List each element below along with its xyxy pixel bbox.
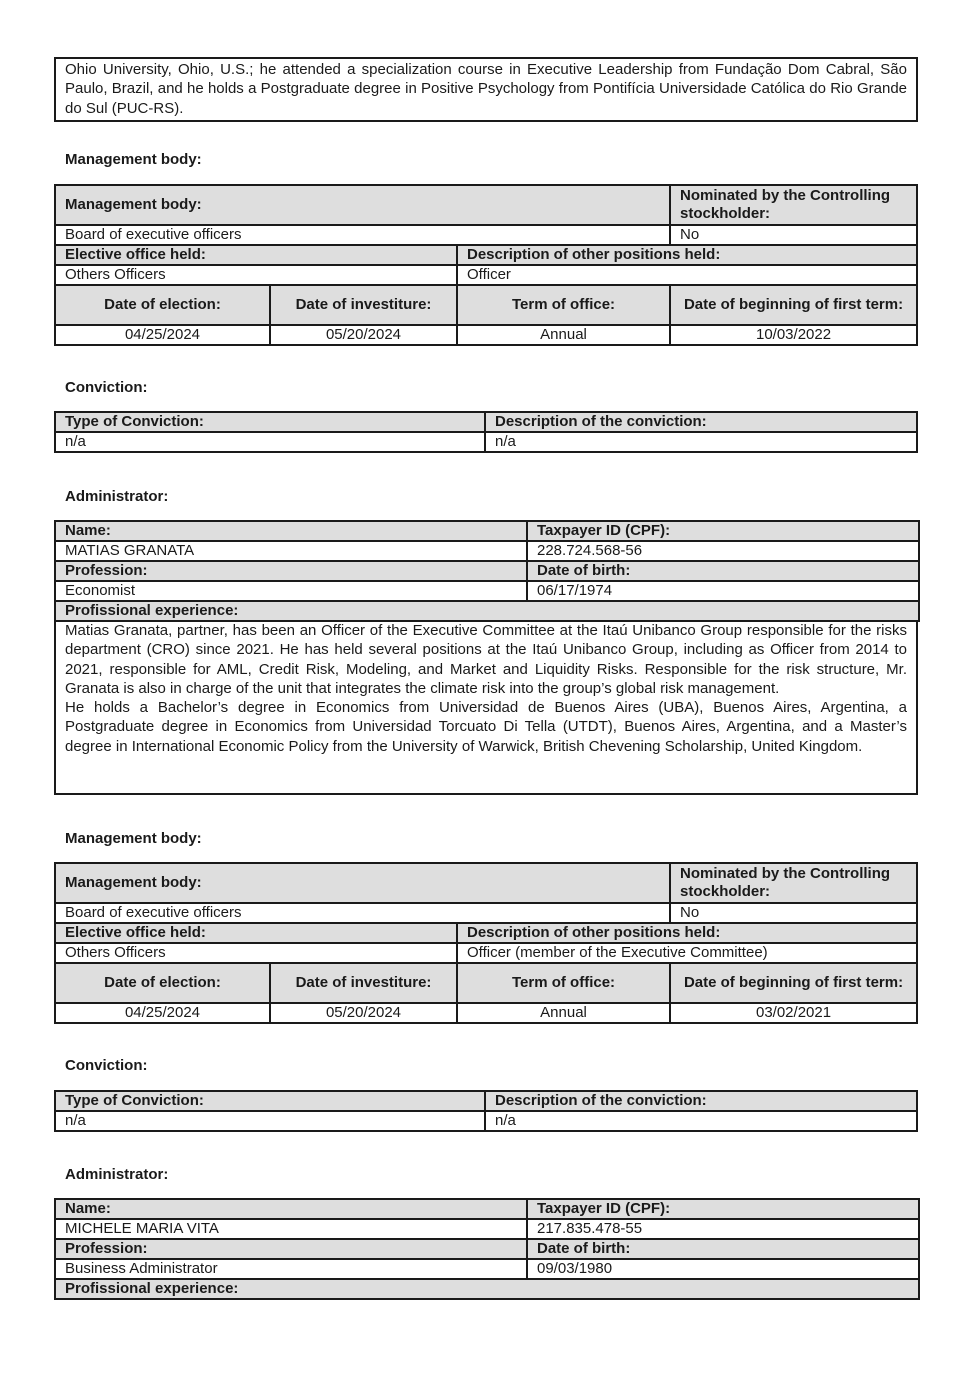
nominated-value: No: [670, 225, 917, 245]
date-election-value: 04/25/2024: [55, 325, 270, 345]
date-investiture-header: Date of investiture:: [270, 285, 457, 325]
elective-office-value: Others Officers: [55, 943, 457, 963]
cpf-header: Taxpayer ID (CPF):: [527, 1199, 919, 1219]
experience-header: Profissional experience:: [55, 1279, 919, 1299]
administrator-heading-1: Administrator:: [65, 488, 169, 505]
conviction-heading-1: Conviction:: [65, 379, 148, 396]
name-header: Name:: [55, 521, 527, 541]
experience-text-block: [54, 620, 918, 795]
management-body-table-2: [54, 862, 918, 1024]
first-term-header: Date of beginning of first term:: [670, 285, 917, 325]
date-investiture-value: 05/20/2024: [270, 1003, 457, 1023]
management-body-table-1: [54, 184, 918, 346]
experience-paragraph-1: Matias Granata, partner, has been an Officer of the Executive Committee at the Itaú Unibanco Group responsible for the risks department (CRO) since 2021. He has held several positions at the Itaú Unibanco Group, including as Officer from 2014 to 2021, responsible for AML, Credit Risk, Modeling, and Market and Liquidity Risks. Responsible for the risk structure, Mr. Granata is also in charge of the unit that integrates the climate risk into the group’s global risk management.: [65, 622, 907, 697]
nominated-value: No: [670, 903, 917, 923]
birth-value: 06/17/1974: [527, 581, 919, 601]
other-positions-header: Description of other positions held:: [457, 245, 917, 265]
date-investiture-value: 05/20/2024: [270, 325, 457, 345]
profession-header: Profession:: [55, 1239, 527, 1259]
elective-office-header: Elective office held:: [55, 923, 457, 943]
term-office-header: Term of office:: [457, 963, 670, 1003]
elective-office-header: Elective office held:: [55, 245, 457, 265]
bio-continuation-paragraph: [54, 57, 918, 122]
other-positions-header: Description of other positions held:: [457, 923, 917, 943]
other-positions-value: Officer: [457, 265, 917, 285]
desc-conviction-header: Description of the conviction:: [485, 1091, 917, 1111]
cpf-value: 228.724.568-56: [527, 541, 919, 561]
management-body-value: Board of executive officers: [55, 903, 670, 923]
management-body-header: Management body:: [55, 185, 670, 225]
management-body-header: Management body:: [55, 863, 670, 903]
type-conviction-value: n/a: [55, 432, 485, 452]
date-election-header: Date of election:: [55, 285, 270, 325]
desc-conviction-value: n/a: [485, 1111, 917, 1131]
desc-conviction-header: Description of the conviction:: [485, 412, 917, 432]
conviction-table-2: [54, 1090, 918, 1132]
administrator-heading-2: Administrator:: [65, 1166, 169, 1183]
elective-office-value: Others Officers: [55, 265, 457, 285]
birth-header: Date of birth:: [527, 561, 919, 581]
profession-header: Profession:: [55, 561, 527, 581]
first-term-value: 03/02/2021: [670, 1003, 917, 1023]
administrator-table-2: [54, 1198, 920, 1300]
name-value: MICHELE MARIA VITA: [55, 1219, 527, 1239]
term-office-header: Term of office:: [457, 285, 670, 325]
management-body-heading-2: Management body:: [65, 830, 202, 847]
name-header: Name:: [55, 1199, 527, 1219]
cpf-value: 217.835.478-55: [527, 1219, 919, 1239]
experience-paragraph-2: He holds a Bachelor’s degree in Economics from Universidad de Buenos Aires (UBA), Buenos Aires, Argentina, a Postgraduate degree in Economics from Universidad Torcuato Di Tella (UTDT), Buenos Aires, Argentina, and a Master’s degree in International Economic Policy from the University of Warwick, British Chevening Scholarship, United Kingdom.: [65, 699, 907, 755]
desc-conviction-value: n/a: [485, 432, 917, 452]
term-office-value: Annual: [457, 1003, 670, 1023]
administrator-table-1: [54, 520, 920, 622]
name-value: MATIAS GRANATA: [55, 541, 527, 561]
conviction-table-1: [54, 411, 918, 453]
nominated-header: Nominated by the Controlling stockholder:: [670, 185, 917, 225]
nominated-header: Nominated by the Controlling stockholder:: [670, 863, 917, 903]
bio-continuation-text: Ohio University, Ohio, U.S.; he attended a specialization course in Executive Leadership from Fundação Dom Cabral, São Paulo, Brazil, and he holds a Postgraduate degree in Positive Psychology from Pontifícia Universidade Católica do Rio Grande do Sul (PUC-RS).: [65, 61, 907, 117]
profession-value: Business Administrator: [55, 1259, 527, 1279]
type-conviction-value: n/a: [55, 1111, 485, 1131]
conviction-heading-2: Conviction:: [65, 1057, 148, 1074]
birth-value: 09/03/1980: [527, 1259, 919, 1279]
profession-value: Economist: [55, 581, 527, 601]
type-conviction-header: Type of Conviction:: [55, 1091, 485, 1111]
first-term-header: Date of beginning of first term:: [670, 963, 917, 1003]
date-election-value: 04/25/2024: [55, 1003, 270, 1023]
term-office-value: Annual: [457, 325, 670, 345]
birth-header: Date of birth:: [527, 1239, 919, 1259]
experience-header: Profissional experience:: [55, 601, 919, 621]
cpf-header: Taxpayer ID (CPF):: [527, 521, 919, 541]
date-investiture-header: Date of investiture:: [270, 963, 457, 1003]
management-body-value: Board of executive officers: [55, 225, 670, 245]
first-term-value: 10/03/2022: [670, 325, 917, 345]
type-conviction-header: Type of Conviction:: [55, 412, 485, 432]
other-positions-value: Officer (member of the Executive Committee): [457, 943, 917, 963]
management-body-heading-1: Management body:: [65, 151, 202, 168]
date-election-header: Date of election:: [55, 963, 270, 1003]
